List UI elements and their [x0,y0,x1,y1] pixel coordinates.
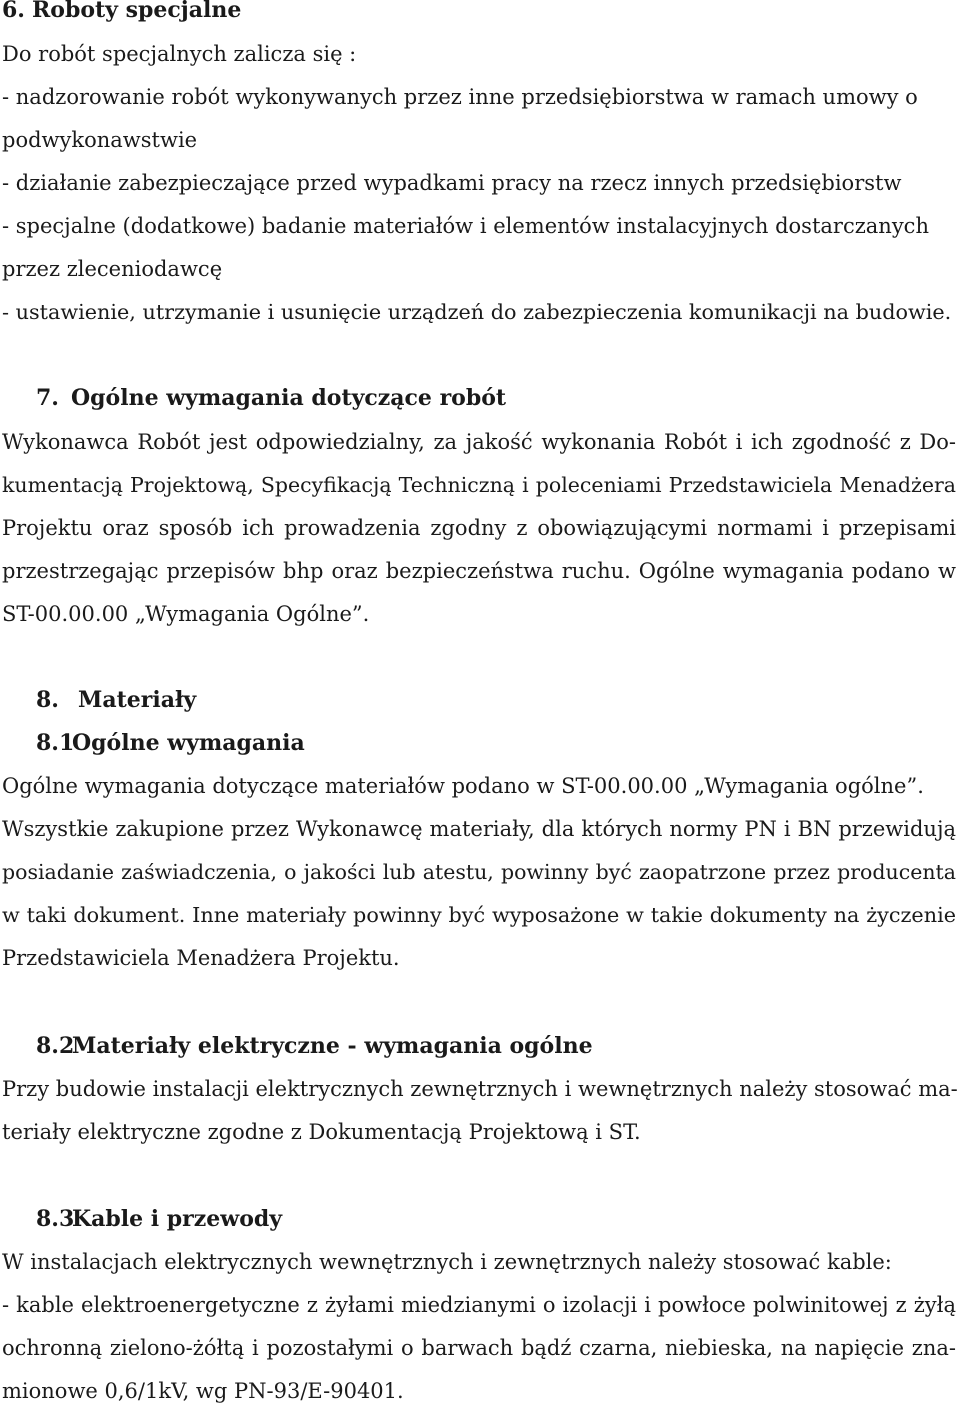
section-6-intro: Do robót specjalnych zalicza się : [2,42,357,66]
section-6-line: - ustawienie, utrzymanie i usunięcie urządzeń do zabezpieczenia komunikacji na budowie. [2,300,952,324]
subsection-8-1-line: w taki dokument. Inne materiały powinny być wyposażone w takie dokumenty na życzenie [2,903,956,927]
subsection-8-3-line: W instalacjach elektrycznych wewnętrznych i zewnętrznych należy stosować kable: [2,1250,892,1274]
section-title: Ogólne wymagania dotyczące robót [71,385,507,411]
section-8-heading [2,686,196,714]
section-7-paragraph-line: kumentacją Projektową, Specyfikacją Techniczną i poleceniami Przedstawiciela Menadżera [2,473,956,497]
section-6-heading [2,0,241,24]
subsection-8-2-heading [2,1032,593,1060]
subsection-8-3-line: ochronną zielono-żółtą i pozostałymi o barwach bądź czarna, niebieska, na napięcie zna- [2,1336,956,1360]
section-6-line: - działanie zabezpieczające przed wypadkami pracy na rzecz innych przedsiębiorstw [2,171,902,195]
section-6-line: podwykonawstwie [2,128,198,152]
subsection-8-2-line: Przy budowie instalacji elektrycznych zewnętrznych i wewnętrznych należy stosować ma- [2,1077,958,1101]
section-title: Roboty specjalne [32,0,242,23]
subsection-8-1-line: posiadanie zaświadczenia, o jakości lub atestu, powinny być zaopatrzone przez producenta [2,860,956,884]
section-7-paragraph-line: ST-00.00.00 „Wymagania Ogólne”. [2,602,370,626]
section-6-line: - nadzorowanie robót wykonywanych przez inne przedsiębiorstwa w ramach umowy o [2,85,918,109]
subsection-number: 8.3 [36,1206,75,1232]
section-7-paragraph-line: Projektu oraz sposób ich prowadzenia zgodny z obowiązującymi normami i przepisami [2,516,956,540]
subsection-8-3-line: mionowe 0,6/1kV, wg PN-93/E-90401. [2,1379,404,1403]
section-number: 8. [36,687,59,713]
subsection-title: Ogólne wymagania [72,730,305,756]
subsection-8-2-line: teriały elektryczne zgodne z Dokumentacją Projektową i ST. [2,1120,641,1144]
subsection-8-3-heading [2,1205,282,1233]
section-7-heading [2,384,506,412]
section-7-paragraph-line: Wykonawca Robót jest odpowiedzialny, za jakość wykonania Robót i ich zgodność z Do- [2,430,956,454]
subsection-title: Kable i przewody [72,1206,283,1232]
subsection-8-1-line: Ogólne wymagania dotyczące materiałów podano w ST-00.00.00 „Wymagania ogólne”. [2,774,924,798]
section-number: 6. [2,0,25,23]
subsection-8-1-line: Wszystkie zakupione przez Wykonawcę materiały, dla których normy PN i BN przewidują [2,817,956,841]
subsection-8-1-line: Przedstawiciela Menadżera Projektu. [2,946,400,970]
subsection-8-1-heading [2,729,305,757]
subsection-number: 8.2 [36,1033,75,1059]
section-6-line: - specjalne (dodatkowe) badanie materiałów i elementów instalacyjnych dostarczanych [2,214,929,238]
section-number: 7. [36,385,59,411]
subsection-8-3-line: - kable elektroenergetyczne z żyłami miedzianymi o izolacji i powłoce polwinitowej z żyłą [2,1293,956,1317]
section-7-paragraph-line: przestrzegając przepisów bhp oraz bezpieczeństwa ruchu. Ogólne wymagania podano w [2,559,956,583]
subsection-title: Materiały elektryczne - wymagania ogólne [72,1033,593,1059]
subsection-number: 8.1 [36,730,75,756]
section-title: Materiały [78,687,197,713]
section-6-line: przez zleceniodawcę [2,257,223,281]
